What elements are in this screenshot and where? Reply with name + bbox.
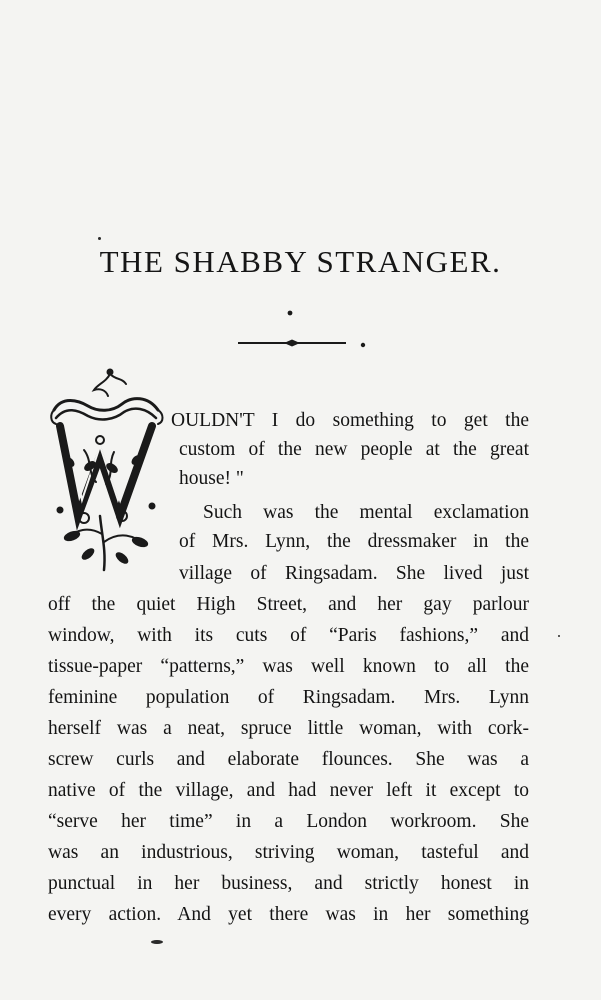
text-line-6: village of Ringsadam. She lived just <box>179 563 529 584</box>
text-line-17: every action. And yet there was in her something <box>48 904 529 925</box>
title-ornament <box>236 310 370 350</box>
text-line-5: of Mrs. Lynn, the dressmaker in the <box>179 531 529 552</box>
text-line-11: herself was a neat, spruce little woman, with cork- <box>48 718 529 739</box>
print-speck <box>151 940 163 944</box>
text-line-12: screw curls and elaborate flounces. She was a <box>48 749 529 770</box>
text-line-2: custom of the new people at the great <box>179 439 529 460</box>
text-line-4: Such was the mental exclamation <box>203 502 529 523</box>
text-line-7: off the quiet High Street, and her gay parlour <box>48 594 529 615</box>
print-speck <box>98 237 101 240</box>
text-line-9: tissue-paper “patterns,” was well known to all the <box>48 656 529 677</box>
text-line-16: punctual in her business, and strictly honest in <box>48 873 529 894</box>
text-line-8: window, with its cuts of “Paris fashions,” and <box>48 625 529 646</box>
text-line-10: feminine population of Ringsadam. Mrs. Lynn <box>48 687 529 708</box>
text-line-13: native of the village, and had never left it except to <box>48 780 529 801</box>
decorative-dropcap-w-icon <box>48 366 166 574</box>
text-line-3: house! " <box>179 468 244 489</box>
text-line-1: OULDN'T I do something to get the <box>171 410 529 431</box>
text-line-15: was an industrious, striving woman, tasteful and <box>48 842 529 863</box>
print-speck <box>558 635 560 637</box>
text-line-14: “serve her time” in a London workroom. She <box>48 811 529 832</box>
chapter-title: THE SHABBY STRANGER. <box>99 244 502 279</box>
